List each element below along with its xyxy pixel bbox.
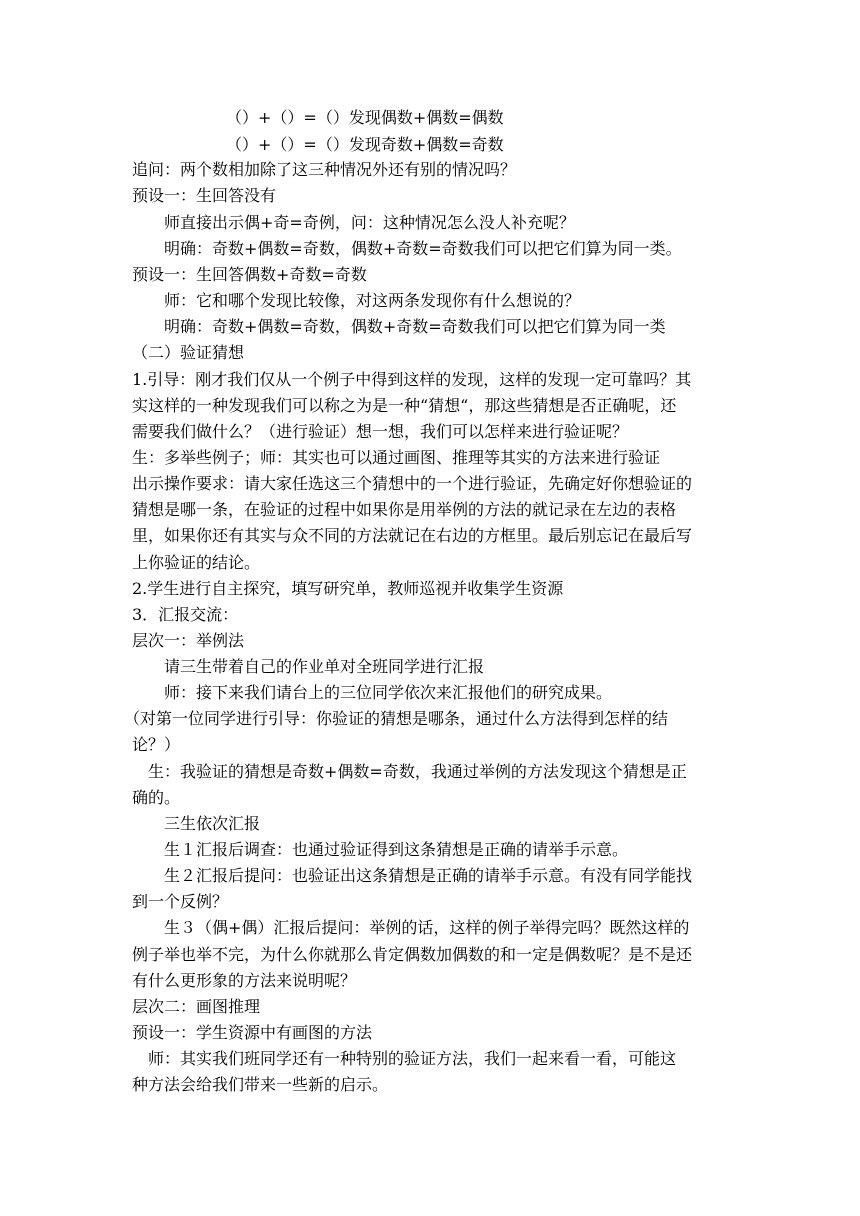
text-line: 上你验证的结论。	[132, 553, 261, 572]
text-line: 预设一：生回答没有	[132, 186, 277, 205]
text-line: 有什么更形象的方法来说明呢？	[132, 971, 357, 990]
text-line: 师：其实我们班同学还有一种特别的验证方法，我们一起来看一看，可能这	[148, 1049, 677, 1068]
text-line: 请三生带着自己的作业单对全班同学进行汇报	[164, 657, 485, 676]
text-line: 种方法会给我们带来一些新的启示。	[132, 1075, 389, 1094]
text-line: 确的。	[132, 788, 181, 807]
text-line: 预设一：生回答偶数+奇数=奇数	[132, 265, 367, 284]
text-line: 生：多举些例子；师：其实也可以通过画图、推理等其实的方法来进行验证	[132, 448, 661, 467]
text-line: 生１汇报后调查：也通过验证得到这条猜想是正确的请举手示意。	[164, 840, 629, 859]
text-line: 3．汇报交流：	[132, 605, 239, 624]
text-line: 生２汇报后提问：也验证出这条猜想是正确的请举手示意。有没有同学能找	[164, 866, 693, 885]
text-line: 出示操作要求：请大家任选这三个猜想中的一个进行验证，先确定好你想验证的	[132, 474, 693, 493]
text-line: 需要我们做什么？（进行验证）想一想，我们可以怎样来进行验证呢？	[132, 422, 629, 441]
text-line: 明确：奇数+偶数=奇数，偶数+奇数=奇数我们可以把它们算为同一类	[164, 317, 666, 336]
text-line: 师直接出示偶+奇=奇例，问：这种情况怎么没人补充呢？	[164, 213, 575, 232]
text-line: （对第一位同学进行引导：你验证的猜想是哪条，通过什么方法得到怎样的结	[124, 709, 669, 728]
text-line: 1.引导：刚才我们仅从一个例子中得到这样的发现，这样的发现一定可靠吗？其	[132, 370, 692, 389]
text-line: 追问：两个数相加除了这三种情况外还有别的情况吗？	[132, 160, 517, 179]
text-line: 猜想是哪一条，在验证的过程中如果你是用举例的方法的就记录在左边的表格	[132, 500, 677, 519]
text-line: 预设一：学生资源中有画图的方法	[132, 1023, 373, 1042]
text-line: 三生依次汇报	[164, 814, 261, 833]
text-line: 里，如果你还有其实与众不同的方法就记在右边的方框里。最后别忘记在最后写	[132, 526, 693, 545]
text-line: 生：我验证的猜想是奇数+偶数=奇数，我通过举例的方法发现这个猜想是正	[148, 762, 687, 781]
text-line: 到一个反例？	[132, 892, 229, 911]
text-line: 实这样的一种发现我们可以称之为是一种“猜想“，那这些猜想是否正确呢，还	[132, 396, 677, 415]
text-line: 论？）	[132, 735, 181, 754]
text-line: 明确：奇数+偶数=奇数，偶数+奇数=奇数我们可以把它们算为同一类。	[164, 239, 682, 258]
text-line: 例子举也举不完，为什么你就那么肯定偶数加偶数的和一定是偶数呢？是不是还	[132, 945, 693, 964]
text-line: 生３（偶+偶）汇报后提问：举例的话，这样的例子举得完吗？既然这样的	[164, 918, 690, 937]
text-line: 师：它和哪个发现比较像，对这两条发现你有什么想说的？	[164, 291, 581, 310]
text-line: （）+（）=（）发现奇数+偶数=奇数	[226, 135, 504, 154]
text-line: 层次一：举例法	[132, 631, 245, 650]
section-heading: （二）验证猜想	[132, 343, 245, 362]
text-line: 师：接下来我们请台上的三位同学依次来汇报他们的研究成果。	[164, 683, 613, 702]
text-line: （）+（）=（）发现偶数+偶数=偶数	[226, 108, 504, 127]
text-line: 层次二：画图推理	[132, 997, 261, 1016]
text-line: 2.学生进行自主探究，填写研究单，教师巡视并收集学生资源	[132, 579, 564, 598]
